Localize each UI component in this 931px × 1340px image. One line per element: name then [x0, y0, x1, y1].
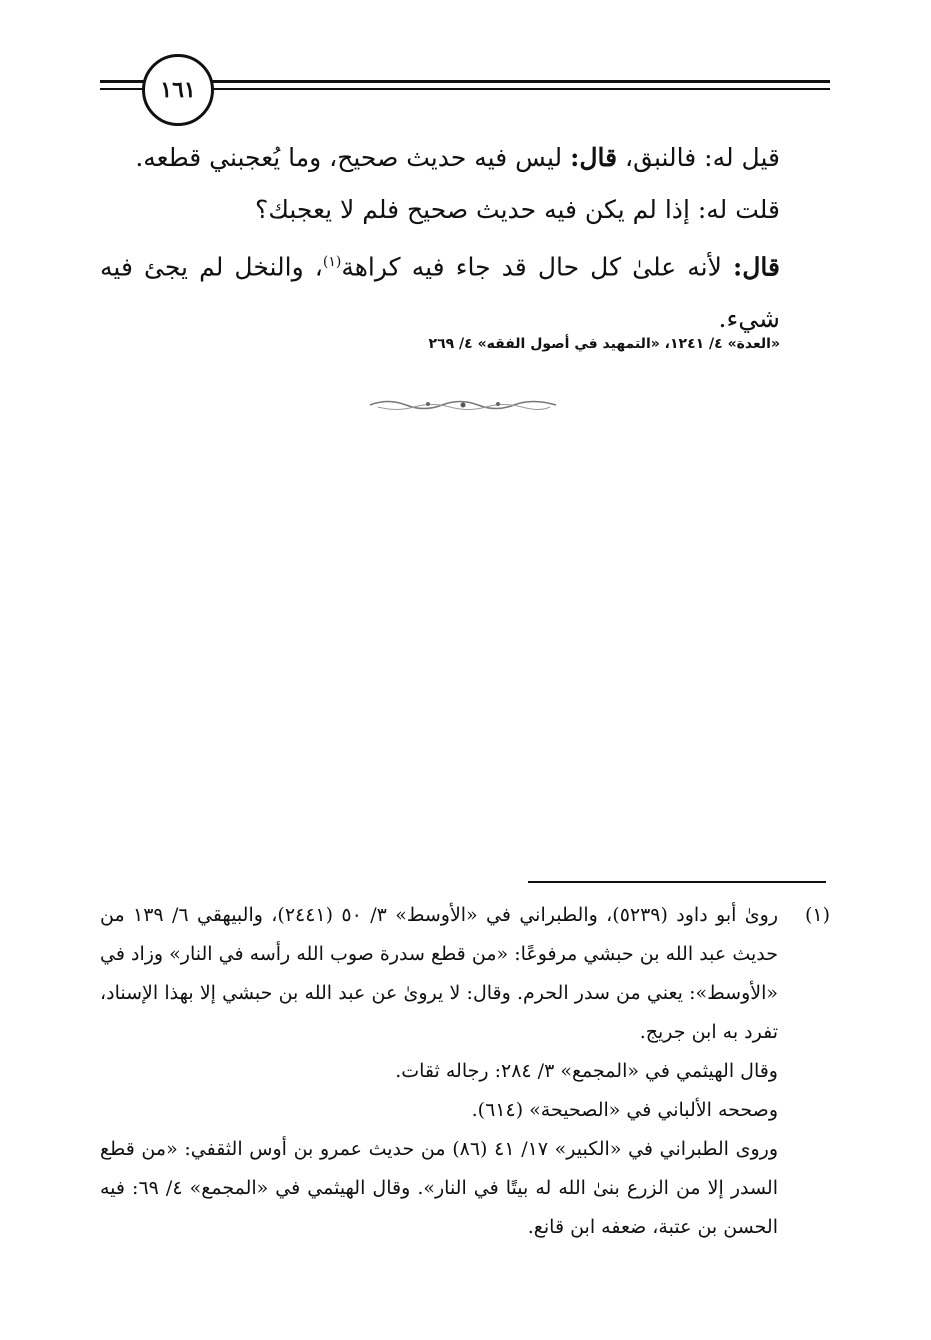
- footnote-ref[interactable]: (١): [322, 254, 342, 270]
- page-header: [100, 52, 830, 124]
- speaker-label: قال:: [570, 143, 618, 172]
- footnote-paragraph: رویٰ أبو داود (٥٢٣٩)، والطبراني في «الأوسط» ٣/ ٥٠ (٢٤٤١)، والبيهقي ٦/ ١٣٩ من حديث عبد الله بن حبشي مرفوعًا: «من قطع سدرة صوب الله رأسه في النار» وزاد في «الأوسط»: يعني من سدر الحرم. وقال: لا يرویٰ عن عبد الله بن حبشي إلا بهذا الإسناد، تفرد به ابن جريج.: [100, 904, 778, 1043]
- text-line-2: قلت له: إذا لم يكن فيه حديث صحيح فلم لا يعجبك؟: [255, 195, 780, 224]
- label: قيل له:: [704, 143, 780, 172]
- footnotes: [100, 896, 830, 1247]
- footnote-body: [100, 896, 778, 1247]
- ornament-divider: [368, 398, 558, 412]
- footnote-separator: [528, 881, 826, 883]
- speaker-label: قال:: [733, 252, 780, 282]
- page-number: ١٦١: [142, 54, 214, 126]
- main-text: [100, 132, 780, 345]
- footnote-paragraph: وروی الطبراني في «الكبير» ١٧/ ٤١ (٨٦) من حديث عمرو بن أوس الثقفي: «من قطع السدر إلا من الزرع بنیٰ الله له بيتًا في النار». وقال الهيثمي في «المجمع» ٤/ ٦٩: فيه الحسن بن عتبة، ضعفه ابن قانع.: [100, 1138, 778, 1238]
- footnote-paragraph: وصححه الألباني في «الصحيحة» (٦١٤).: [471, 1099, 778, 1121]
- text-line-3: قال: لأنه علىٰ كل حال قد جاء فيه كراهة$^{(١)}$، والنخل لم يجئ فيه شيء.: [100, 252, 780, 334]
- footnote-paragraph: وقال الهيثمي في «المجمع» ٣/ ٢٨٤: رجاله ثقات.: [395, 1060, 778, 1082]
- footnote-number: (١): [804, 904, 830, 926]
- text-line-1: قيل له: فالنبق، قال: ليس فيه حديث صحيح، وما يُعجبني قطعه.: [135, 143, 780, 172]
- source-citation: «العدة» ٤/ ١٢٤١، «التمهيد في أصول الفقه» ٤/ ٢٦٩: [428, 336, 780, 352]
